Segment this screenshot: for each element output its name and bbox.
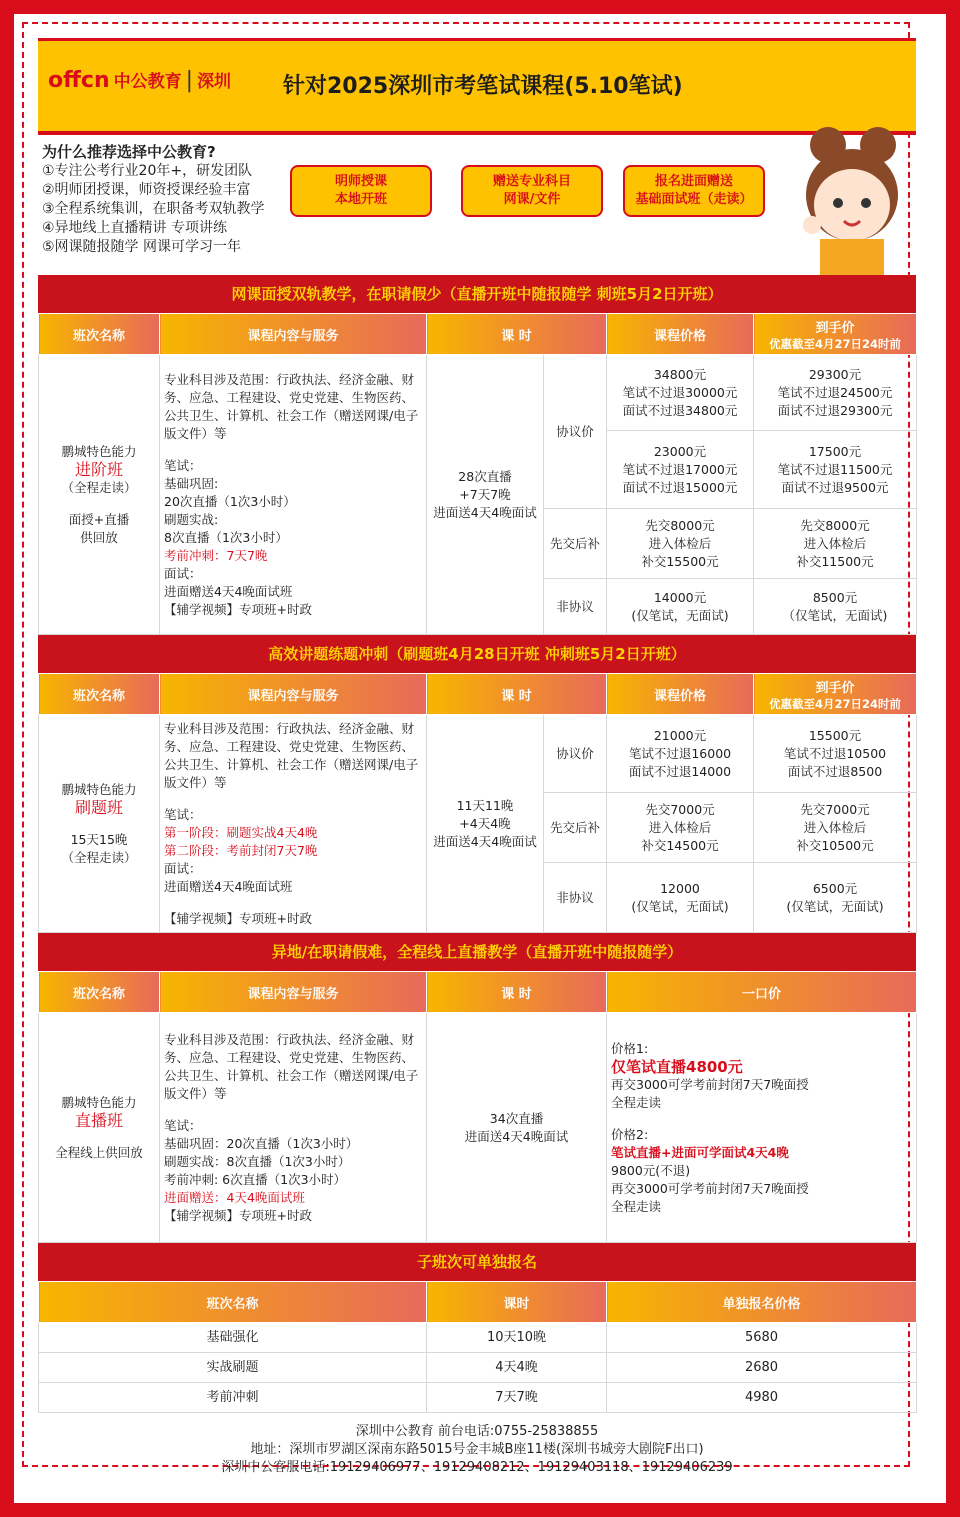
content-line: 第一阶段：刷题实战4天4晚 [164, 824, 318, 840]
price-line: 全程走读 [611, 1094, 662, 1110]
why-point: ④异地线上直播精讲 专项讲练 [42, 220, 228, 236]
practice-class-table [38, 673, 917, 933]
content-line: 笔试： [164, 457, 202, 473]
price-line: (仅笔试，无面试) [631, 607, 729, 623]
price-cell [607, 355, 754, 431]
final-line: 笔试不过退11500元 [777, 461, 893, 477]
final-cell [754, 863, 917, 933]
final-line: 先交7000元 [800, 801, 870, 817]
col-header-final [754, 674, 917, 715]
final-line: 面试不过退9500元 [781, 479, 889, 495]
solo-price: 4980 [607, 1383, 917, 1413]
final-cell [754, 509, 917, 579]
class-name-line: 15天15晚 [70, 831, 128, 847]
why-point: ③全程系统集训，在职备考双轨教学 [42, 201, 265, 217]
solo-price: 5680 [607, 1323, 917, 1353]
price-line: 补交15500元 [641, 553, 719, 569]
table-row [39, 1383, 917, 1413]
pill-line: 赠送专业科目 [492, 174, 571, 189]
advanced-class-table [38, 313, 917, 635]
hours-cell [427, 715, 544, 933]
hours-line: 11天11晚 [456, 797, 514, 813]
price-line: 12000 [660, 880, 700, 896]
content-cell [160, 355, 427, 635]
price-type: 先交后补 [544, 509, 607, 579]
final-line: (仅笔试，无面试) [786, 898, 884, 914]
class-name-line: 鹏城特色能力 [61, 1094, 137, 1110]
col-header-hours: 课 时 [427, 314, 607, 355]
price-type: 非协议 [544, 579, 607, 635]
col-header-content: 课程内容与服务 [160, 314, 427, 355]
class-name-cell [39, 715, 160, 933]
footer-address: 地址：深圳市罗湖区深南东路5015号金丰城B座11楼(深圳书城旁大剧院F出口) [250, 1442, 704, 1457]
final-cell [754, 715, 917, 793]
logo: offcn 中公教育 | 深圳 [48, 68, 232, 93]
hours-line: 进面送4天4晚面试 [433, 504, 537, 520]
content-line: 刷题实战: [164, 511, 219, 527]
hours-line: 进面送4天4晚面试 [433, 833, 537, 849]
final-deadline: 优惠截至4月27日24时前 [768, 696, 901, 711]
price-line: 面试不过退14000 [628, 763, 732, 779]
content-line: 考前冲刺：7天7晚 [164, 547, 268, 563]
final-line: （仅笔试，无面试) [782, 607, 888, 623]
price-cell [607, 793, 754, 863]
content-line: 8次直播（1次3小时） [164, 529, 288, 545]
table-row [39, 1353, 917, 1383]
logo-text: offcn [48, 68, 110, 93]
why-heading: 为什么推荐选择中公教育? [42, 143, 216, 161]
final-line: 面试不过退29300元 [777, 402, 893, 418]
price-cell [607, 509, 754, 579]
price-line: 全程走读 [611, 1198, 662, 1214]
content-line: 第二阶段：考前封闭7天7晚 [164, 842, 318, 858]
solo-name: 基础强化 [39, 1323, 427, 1353]
price-line: 笔试不过退16000 [628, 745, 732, 761]
price-line: (仅笔试，无面试) [631, 898, 729, 914]
solo-hours: 10天10晚 [427, 1323, 607, 1353]
price-line: 面试不过退34800元 [622, 402, 738, 418]
price-line: 再交3000可学考前封闭7天7晚面授 [611, 1076, 809, 1092]
final-cell [754, 793, 917, 863]
content-line: 专业科目涉及范围：行政执法、经济金融、财务、应急、工程建设、党史党建、生物医药、公共卫生、计算机、社会工作（赠送网课/电子版文件）等 [164, 720, 419, 790]
section-bar-advanced: 网课面授双轨教学，在职请假少（直播开班中随报随学 刺班5月2日开班） [38, 275, 916, 313]
price-line: 笔试不过退30000元 [622, 384, 738, 400]
hours-line: 28次直播 [458, 468, 512, 484]
pill-line: 报名进面赠送 [654, 174, 733, 189]
intro-section [38, 135, 916, 275]
hours-line: +4天4晚 [459, 815, 511, 831]
price-line: 价格2: [611, 1126, 649, 1142]
content-line: 面试： [164, 565, 202, 581]
content-line: 进面赠送4天4晚面试班 [164, 583, 293, 599]
final-line: 8500元 [812, 589, 858, 605]
pill-line: 基础面试班（走读） [635, 192, 753, 207]
pill-line: 本地开班 [334, 192, 387, 207]
final-line: 进入体检后 [803, 819, 867, 835]
hours-cell [427, 1013, 607, 1243]
class-name: 直播班 [74, 1110, 123, 1130]
footer-phones: 深圳中公客服电话:19129406977、19129408212、19129403118、19129406239 [221, 1460, 733, 1475]
col-header-price: 课程价格 [607, 314, 754, 355]
final-line: 进入体检后 [803, 535, 867, 551]
final-line: 面试不过退8500 [787, 763, 883, 779]
class-name-line: 鹏城特色能力 [61, 443, 137, 459]
section-bar-live: 异地/在职请假难，全程线上直播教学（直播开班中随报随学） [38, 933, 916, 971]
col-header-hours: 课时 [427, 1282, 607, 1323]
final-line: 补交10500元 [796, 837, 874, 853]
solo-price: 2680 [607, 1353, 917, 1383]
content-line: 基础巩固：20次直播（1次3小时） [164, 1135, 359, 1151]
final-line: 笔试不过退24500元 [777, 384, 893, 400]
content-line: 笔试： [164, 1117, 202, 1133]
mascot-girl-icon [790, 125, 912, 275]
content-line: 考前冲刺: 6次直播（1次3小时） [164, 1171, 347, 1187]
hours-line: +7天7晚 [459, 486, 511, 502]
footer [38, 1413, 916, 1477]
solo-signup-table [38, 1281, 917, 1413]
content-line: 进面赠送4天4晚面试班 [164, 878, 293, 894]
price-line: 补交14500元 [641, 837, 719, 853]
section-bar-practice: 高效讲题练题冲刺（刷题班4月28日开班 冲刺班5月2日开班） [38, 635, 916, 673]
table-row [39, 1323, 917, 1353]
section-bar-solo: 子班次可单独报名 [38, 1243, 916, 1281]
final-title: 到手价 [815, 680, 855, 696]
final-cell [754, 431, 917, 509]
final-line: 17500元 [808, 443, 862, 459]
content-line: 20次直播（1次3小时） [164, 493, 296, 509]
logo-city: 深圳 [197, 72, 232, 92]
page-title: 针对2025深圳市考笔试课程(5.10笔试) [283, 74, 683, 99]
price-line: 先交8000元 [645, 517, 715, 533]
class-name-line: 面授+直播 [68, 511, 130, 527]
logo-cn: 中公教育 [113, 72, 182, 92]
content-line: 笔试： [164, 806, 202, 822]
content-line: 【辅学视频】专项班+时政 [164, 601, 312, 617]
class-name-line: 供回放 [80, 529, 118, 545]
col-header-name: 班次名称 [39, 674, 160, 715]
feature-pill [461, 165, 603, 217]
col-header-name: 班次名称 [39, 1282, 427, 1323]
price-cell [607, 579, 754, 635]
price-type: 协议价 [544, 715, 607, 793]
content-line: 专业科目涉及范围：行政执法、经济金融、财务、应急、工程建设、党史党建、生物医药、公共卫生、计算机、社会工作（赠送网课/电子版文件）等 [164, 1031, 419, 1101]
footer-line: 深圳中公教育 前台电话:0755-25838855 [355, 1424, 599, 1439]
why-point: ②明师团授课，师资授课经验丰富 [42, 182, 251, 198]
oneprice-cell [607, 1013, 917, 1243]
price-highlight: 仅笔试直播4800元 [611, 1057, 743, 1076]
live-class-table [38, 971, 917, 1243]
price-line: 23000元 [653, 443, 707, 459]
class-name-cell [39, 355, 160, 635]
col-header-oneprice: 一口价 [607, 972, 917, 1013]
class-name-line: （全程走读） [61, 849, 137, 865]
content-line: 面试： [164, 860, 202, 876]
col-header-price: 课程价格 [607, 674, 754, 715]
solo-name: 考前冲刺 [39, 1383, 427, 1413]
price-line: 先交7000元 [645, 801, 715, 817]
final-line: 6500元 [812, 880, 858, 896]
content-line: 【辅学视频】专项班+时政 [164, 1207, 312, 1223]
price-type: 非协议 [544, 863, 607, 933]
content-line: 专业科目涉及范围：行政执法、经济金融、财务、应急、工程建设、党史党建、生物医药、公共卫生、计算机、社会工作（赠送网课/电子版文件）等 [164, 371, 419, 441]
content-cell [160, 1013, 427, 1243]
price-line: 再交3000可学考前封闭7天7晚面授 [611, 1180, 809, 1196]
main-content [38, 38, 916, 1477]
col-header-hours: 课 时 [427, 972, 607, 1013]
solo-hours: 4天4晚 [427, 1353, 607, 1383]
col-header-content: 课程内容与服务 [160, 972, 427, 1013]
class-name-cell [39, 1013, 160, 1243]
price-line: 14000元 [653, 589, 707, 605]
final-title: 到手价 [815, 320, 855, 336]
class-name: 进阶班 [74, 459, 123, 479]
class-name-line: （全程走读） [61, 479, 137, 495]
content-line: 【辅学视频】专项班+时政 [164, 910, 312, 926]
why-point: ①专注公考行业20年+，研发团队 [42, 163, 253, 179]
price-line: 进入体检后 [648, 535, 712, 551]
final-deadline: 优惠截至4月27日24时前 [768, 336, 901, 351]
hours-cell [427, 355, 544, 635]
col-header-name: 班次名称 [39, 972, 160, 1013]
pill-line: 网课/文件 [503, 192, 561, 207]
price-line: 进入体检后 [648, 819, 712, 835]
class-name-line: 鹏城特色能力 [61, 781, 137, 797]
hours-line: 34次直播 [489, 1110, 544, 1126]
class-name: 刷题班 [74, 797, 123, 817]
final-line: 笔试不过退10500 [783, 745, 887, 761]
final-line: 补交11500元 [796, 553, 874, 569]
content-line: 进面赠送：4天4晚面试班 [164, 1189, 305, 1205]
content-line: 基础巩固: [164, 475, 219, 491]
price-cell [607, 715, 754, 793]
col-header-hours: 课 时 [427, 674, 607, 715]
final-cell [754, 579, 917, 635]
price-cell [607, 431, 754, 509]
price-cell [607, 863, 754, 933]
pill-line: 明师授课 [334, 174, 387, 189]
price-line: 21000元 [653, 727, 707, 743]
final-cell [754, 355, 917, 431]
price-line: 价格1: [611, 1040, 649, 1056]
content-cell [160, 715, 427, 933]
col-header-final [754, 314, 917, 355]
price-line: 面试不过退15000元 [622, 479, 738, 495]
content-line: 刷题实战：8次直播（1次3小时） [164, 1153, 351, 1169]
hours-line: 进面送4天4晚面试 [464, 1128, 569, 1144]
solo-hours: 7天7晚 [427, 1383, 607, 1413]
price-line: 9800元(不退) [611, 1162, 691, 1178]
final-line: 29300元 [808, 366, 862, 382]
feature-pill [290, 165, 432, 217]
why-point: ⑤网课随报随学 网课可学习一年 [42, 239, 242, 255]
class-name-line: 全程线上供回放 [55, 1144, 143, 1160]
col-header-content: 课程内容与服务 [160, 674, 427, 715]
col-header-solo-price: 单独报名价格 [607, 1282, 917, 1323]
price-highlight: 笔试直播+进面可学面试4天4晚 [611, 1144, 789, 1160]
price-type: 协议价 [544, 355, 607, 509]
why-list [42, 143, 265, 257]
final-line: 先交8000元 [800, 517, 870, 533]
final-line: 15500元 [808, 727, 862, 743]
price-line: 34800元 [653, 366, 707, 382]
feature-pill [623, 165, 765, 217]
solo-name: 实战刷题 [39, 1353, 427, 1383]
header-bar [38, 38, 916, 135]
price-type: 先交后补 [544, 793, 607, 863]
price-line: 笔试不过退17000元 [622, 461, 738, 477]
col-header-name: 班次名称 [39, 314, 160, 355]
